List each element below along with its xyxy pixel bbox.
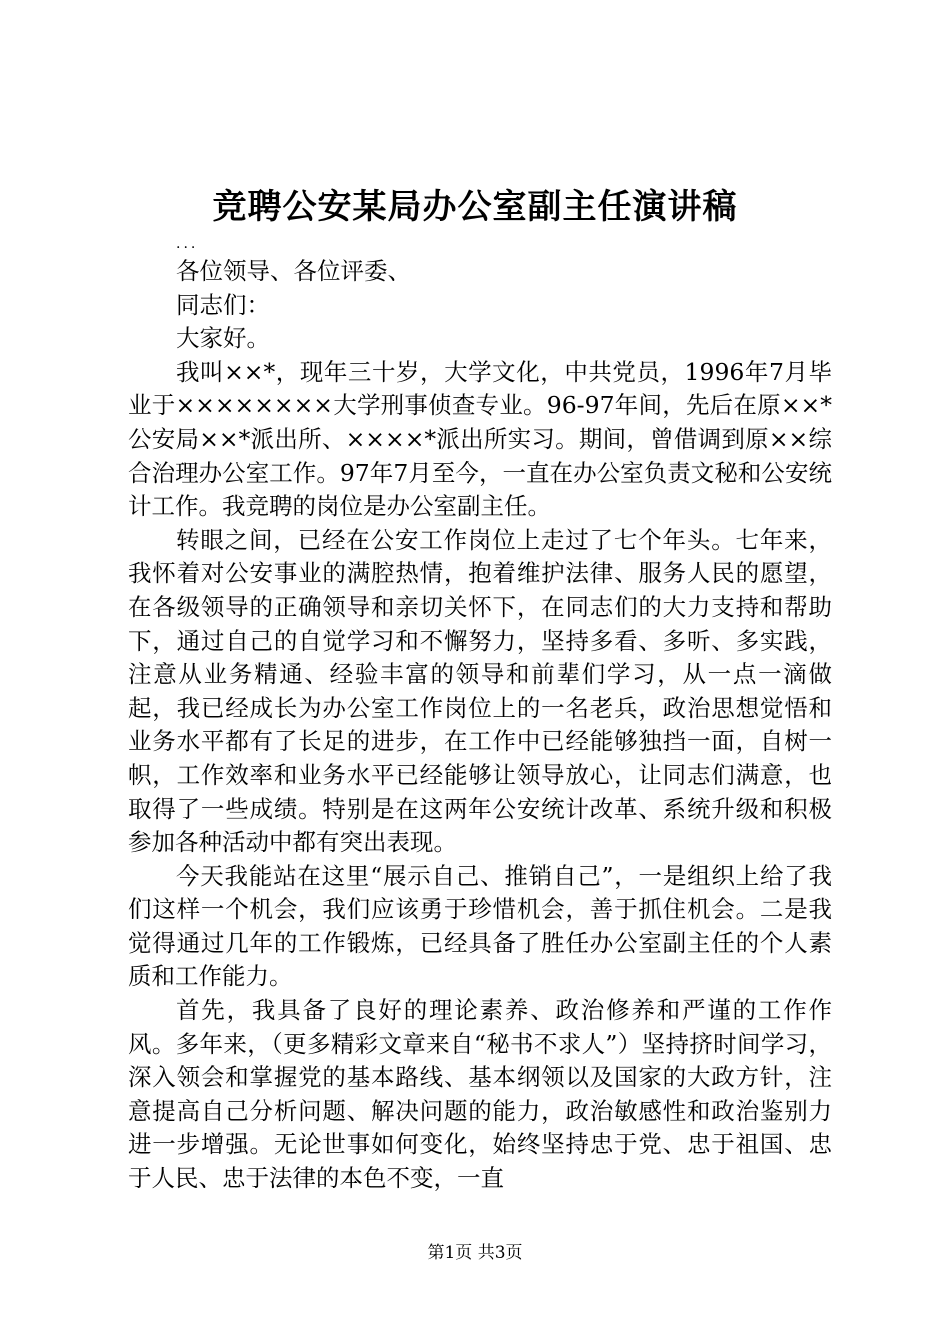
document-title: 竞聘公安某局办公室副主任演讲稿 [212,187,738,227]
salutation-line-1: 各位领导、各位评委、 [176,257,411,285]
paragraph-introduction: 我叫××*，现年三十岁，大学文化，中共党员，1996年7月毕业于××××××××大学刑事侦查专业。96-97年间，先后在原××*公安局××*派出所、××××*派出所实习。期间，曾借调到原××综合治理办公室工作。97年7月至今，一直在办公室负责文秘和公安统计工作。我竞聘的岗位是办公室副主任。 [128,357,832,521]
salutation-line-2: 同志们： [176,290,270,319]
ellipsis-marker: ... [176,236,199,252]
paragraph-motivation: 今天我能站在这里“展示自己、推销自己”，一是组织上给了我们这样一个机会，我们应该勇于珍惜机会，善于抓住机会。二是我觉得通过几年的工作锻炼，已经具备了胜任办公室副主任的个人素质和工作能力。 [128,861,832,991]
document-body [128,237,832,1196]
page-number-footer: 第1页 共3页 [427,1243,523,1263]
greeting-line: 大家好。 [176,324,270,353]
paragraph-experience: 转眼之间，已经在公安工作岗位上走过了七个年头。七年来，我怀着对公安事业的满腔热情，抱着维护法律、服务人民的愿望，在各级领导的正确领导和亲切关怀下，在同志们的大力支持和帮助下，通过自己的自觉学习和不懈努力，坚持多看、多听、多实践，注意从业务精通、经验丰富的领导和前辈们学习，从一点一滴做起，我已经成长为办公室工作岗位上的一名老兵，政治思想觉悟和业务水平都有了长足的进步，在工作中已经能够独挡一面，自树一帜，工作效率和业务水平已经能够让领导放心，让同志们满意，也取得了一些成绩。特别是在这两年公安统计改革、系统升级和积极参加各种活动中都有突出表现。 [128,525,832,857]
paragraph-qualifications: 首先，我具备了良好的理论素养、政治修养和严谨的工作作风。多年来，（更多精彩文章来自“秘书不求人”）坚持挤时间学习，深入领会和掌握党的基本路线、基本纲领以及国家的大政方针，注意提高自己分析问题、解决问题的能力，政治敏感性和政治鉴别力进一步增强。无论世事如何变化，始终坚持忠于党、忠于祖国、忠于人民、忠于法律的本色不变，一直 [128,996,832,1193]
